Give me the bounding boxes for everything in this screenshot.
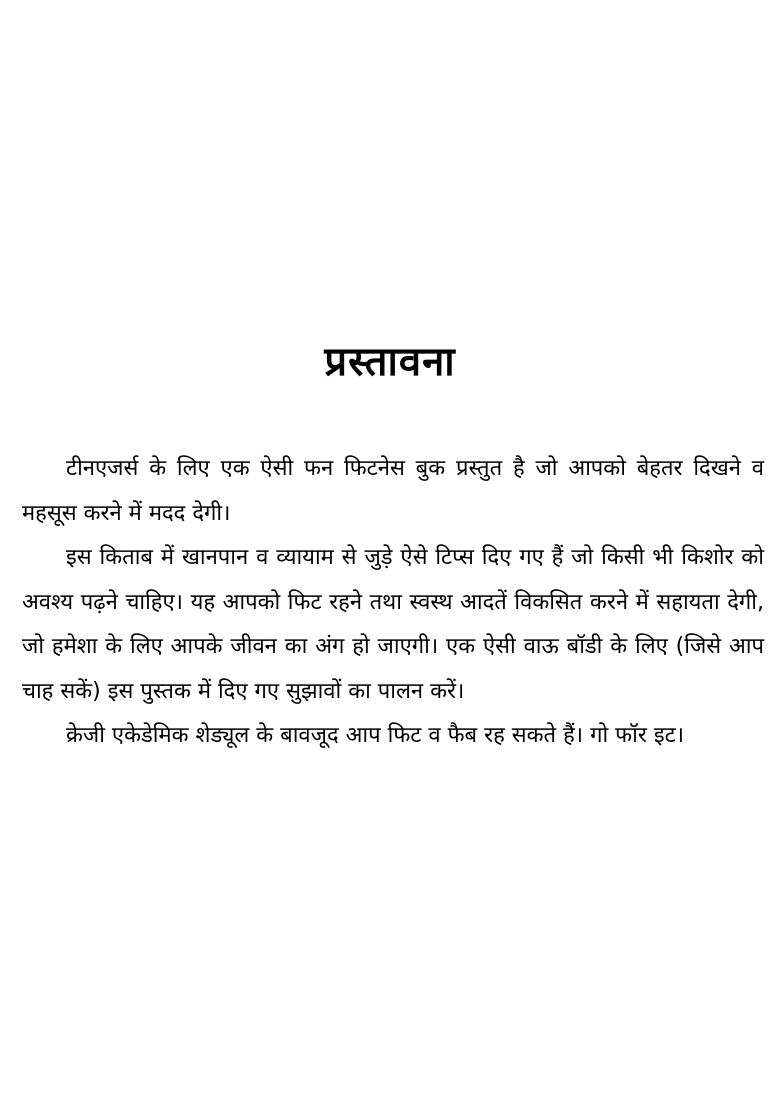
paragraph-book-description: इस किताब में खानपान व व्यायाम से जुड़े ऐसे टिप्स दिए गए हैं जो किसी भी किशोर को अवश्य पढ़ने चाहिए। यह आपको फिट रहने तथा स्वस्थ आदतें विकसित करने में सहायता देगी, जो हमेशा के लिए आपके जीवन का अंग हो जाएगी। एक ऐसी वाऊ बॉडी के लिए (जिसे आप चाह सकें) इस पुस्तक में दिए गए सुझावों का पालन करें। [22,545,764,704]
page-title: प्रस्तावना [324,339,456,385]
paragraph-closing: क्रेजी एकेडेमिक शेड्यूल के बावजूद आप फिट व फैब रह सकते हैं। गो फॉर इट। [66,723,685,748]
paragraph-intro: टीनएजर्स के लिए एक ऐसी फन फिटनेस बुक प्रस्तुत है जो आपको बेहतर दिखने व महसूस करने में मदद देगी। [22,456,764,526]
body-text [22,447,764,759]
